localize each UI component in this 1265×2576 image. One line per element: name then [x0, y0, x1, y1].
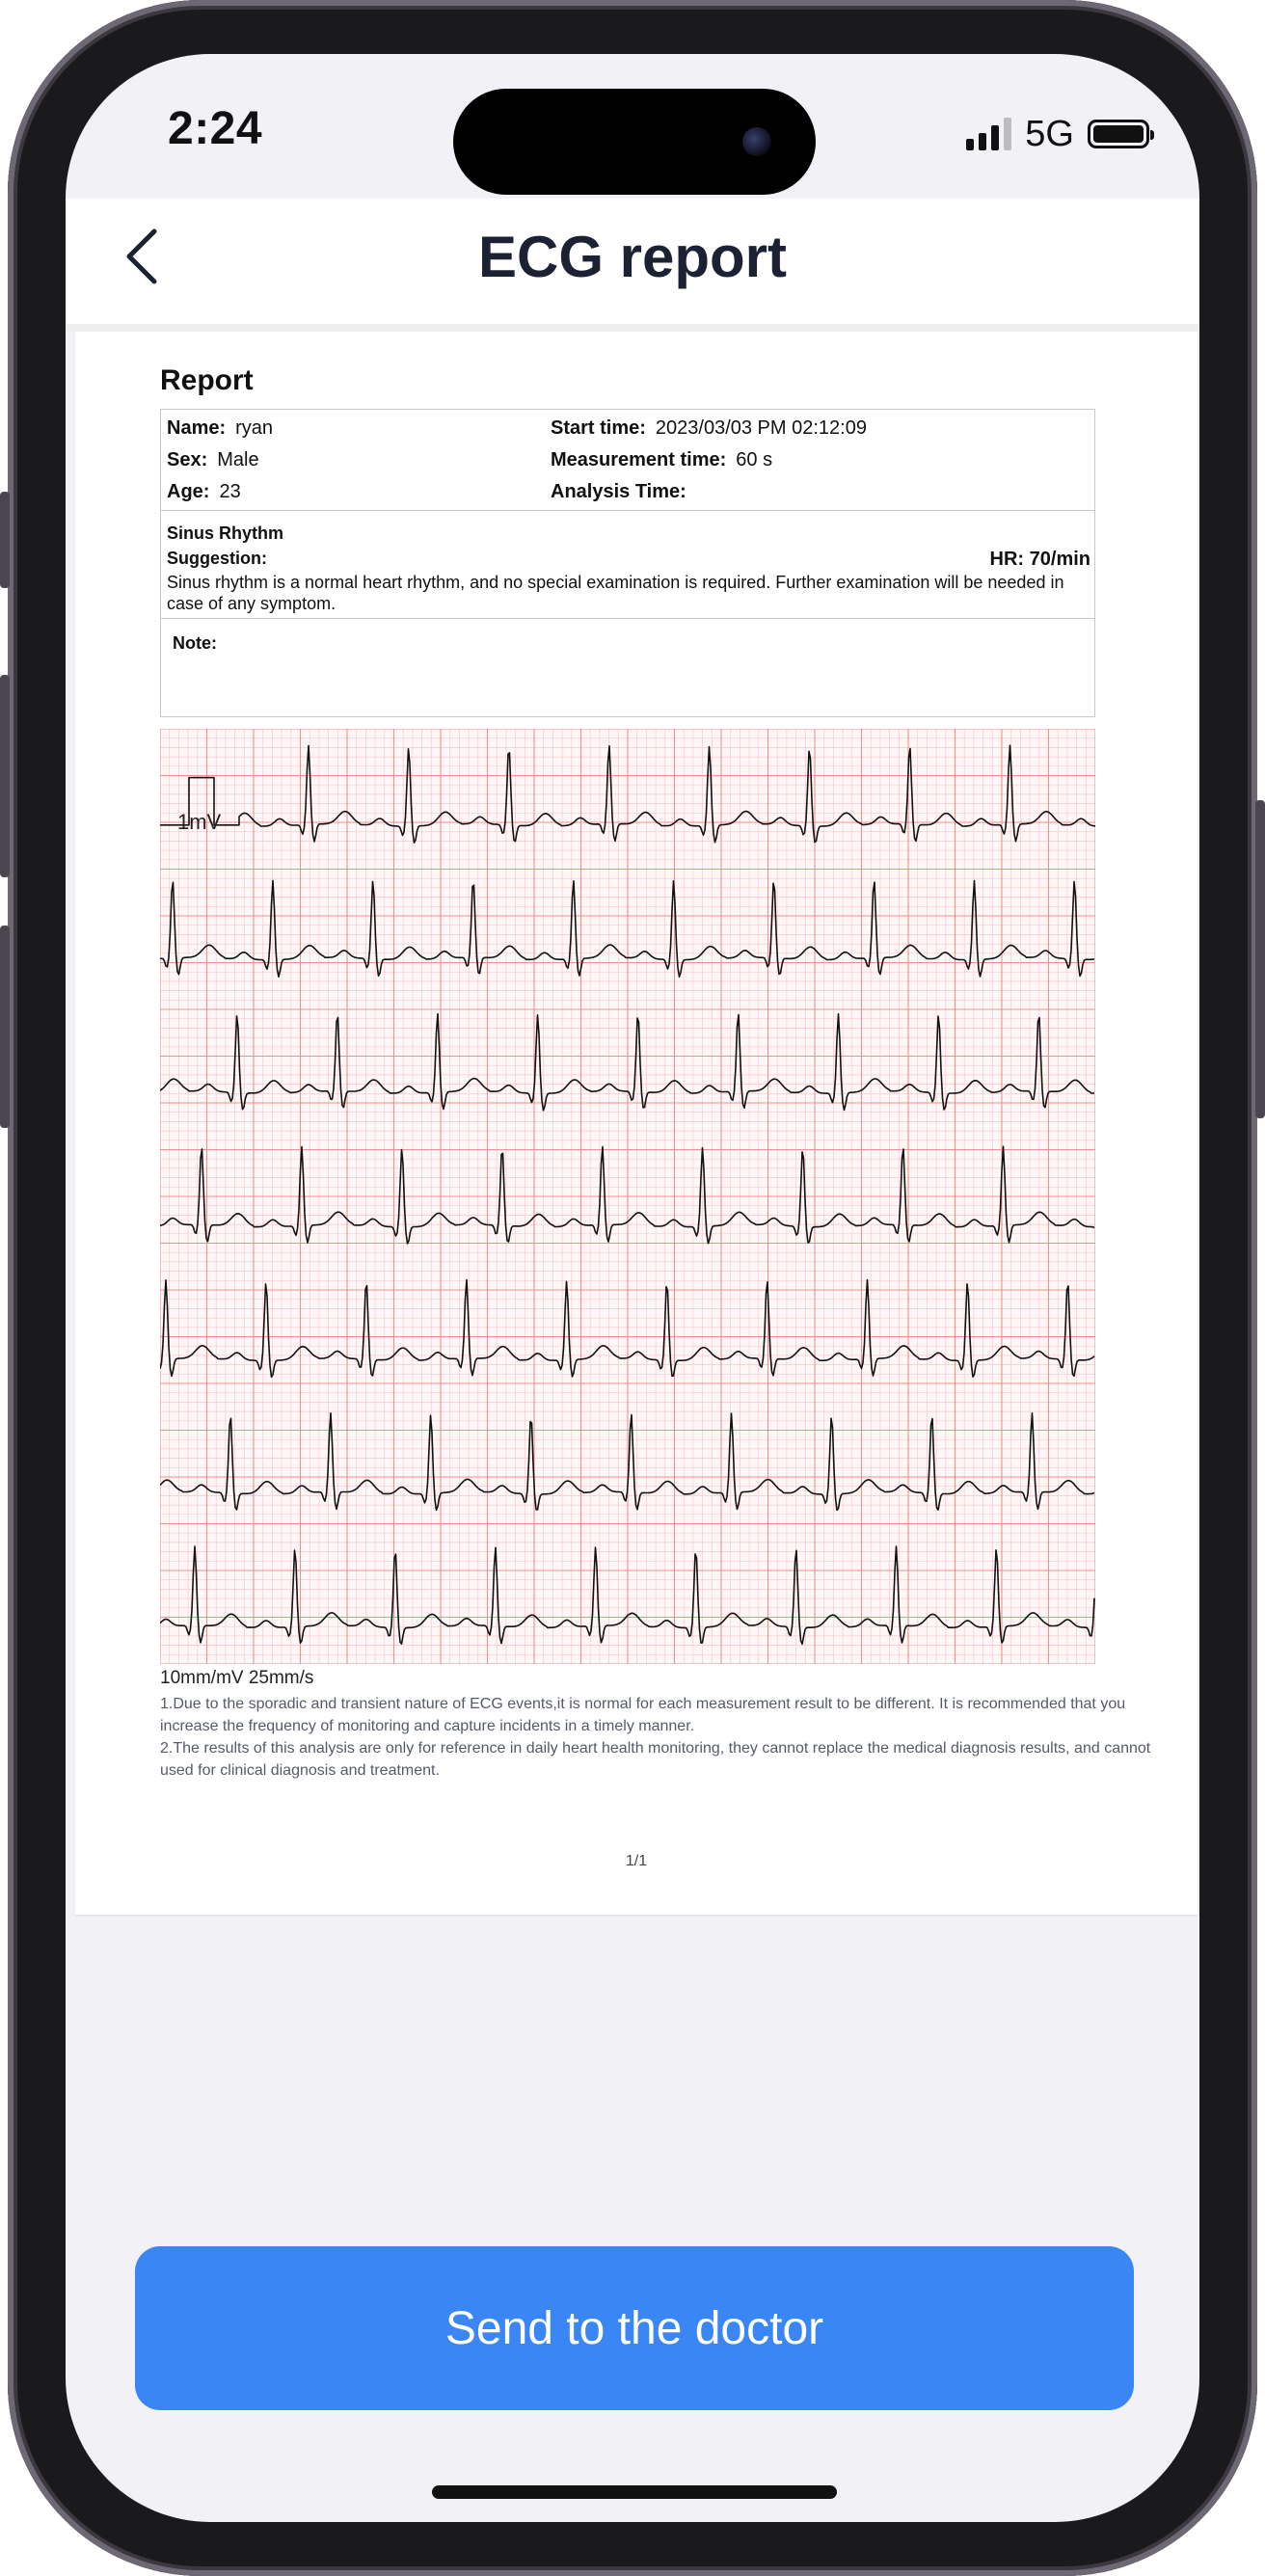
- sex-label: Sex:: [167, 449, 208, 470]
- volume-up-button: [0, 675, 10, 877]
- calibration-label: 1mV: [177, 810, 222, 834]
- action-button: [0, 492, 10, 588]
- note-label: Note:: [173, 633, 217, 653]
- ecg-grid-major: [160, 729, 1095, 1664]
- patient-info: [167, 417, 1092, 514]
- ecg-chart: [160, 729, 1095, 1664]
- report-info-box: [160, 409, 1095, 717]
- age-value: 23: [219, 481, 241, 502]
- dynamic-island: [453, 89, 816, 195]
- network-type: 5G: [1025, 113, 1074, 154]
- age-row: [167, 481, 241, 503]
- analysis-time-label: Analysis Time:: [551, 481, 686, 502]
- signal-icon: [966, 118, 1011, 150]
- diagnosis-text: Sinus Rhythm: [167, 523, 284, 543]
- disclaimer-2: 2.The results of this analysis are only for reference in daily heart health monitoring, they cannot replace the medical diagnosis results, and cannot used for clinical diagnosis and treatment.: [160, 1740, 1151, 1779]
- analysis-time-row: [551, 481, 696, 503]
- volume-down-button: [0, 926, 10, 1128]
- name-label: Name:: [167, 417, 227, 439]
- report-page[interactable]: [75, 332, 1198, 1915]
- ecg-strip-svg: [160, 729, 1095, 1664]
- measurement-time-label: Measurement time:: [551, 449, 727, 470]
- measurement-time-value: 60 s: [736, 449, 773, 470]
- screen: [66, 54, 1199, 2522]
- page-number: 1/1: [625, 1853, 648, 1869]
- disclaimer-1: 1.Due to the sporadic and transient nature of ECG events,it is normal for each measurement result to be different. It is recommended that you increase the frequency of monitoring and capture incidents in a timely manner.: [160, 1696, 1126, 1734]
- battery-icon: [1088, 120, 1149, 148]
- sex-row: [167, 449, 259, 471]
- name-value: ryan: [235, 417, 274, 439]
- disclaimer: [160, 1693, 1153, 1782]
- age-label: Age:: [167, 481, 210, 502]
- page-title: ECG report: [477, 225, 788, 289]
- nav-divider: [66, 324, 1199, 332]
- power-button: [1255, 800, 1265, 1118]
- note-divider: [161, 618, 1094, 619]
- sex-value: Male: [217, 449, 259, 470]
- home-indicator[interactable]: [432, 2485, 837, 2499]
- suggestion-label: Suggestion:: [167, 549, 267, 568]
- start-time-row: [551, 417, 867, 440]
- nav-bar: [66, 199, 1199, 324]
- start-time-label: Start time:: [551, 417, 646, 439]
- scale-text: 10mm/mV 25mm/s: [160, 1668, 314, 1688]
- heart-rate: HR: 70/min: [989, 549, 1090, 570]
- status-time: 2:24: [168, 103, 263, 154]
- start-time-value: 2023/03/03 PM 02:12:09: [655, 417, 867, 439]
- info-divider: [161, 510, 1094, 511]
- measurement-time-row: [551, 449, 772, 471]
- name-row: [167, 417, 273, 440]
- suggestion-text: Sinus rhythm is a normal heart rhythm, and no special examination is required. Further examination will be needed in case of any symptom.: [167, 573, 1064, 613]
- status-indicators: [966, 110, 1149, 158]
- send-to-doctor-button[interactable]: Send to the doctor: [135, 2246, 1134, 2410]
- report-title: Report: [160, 364, 254, 396]
- camera-icon: [742, 127, 771, 156]
